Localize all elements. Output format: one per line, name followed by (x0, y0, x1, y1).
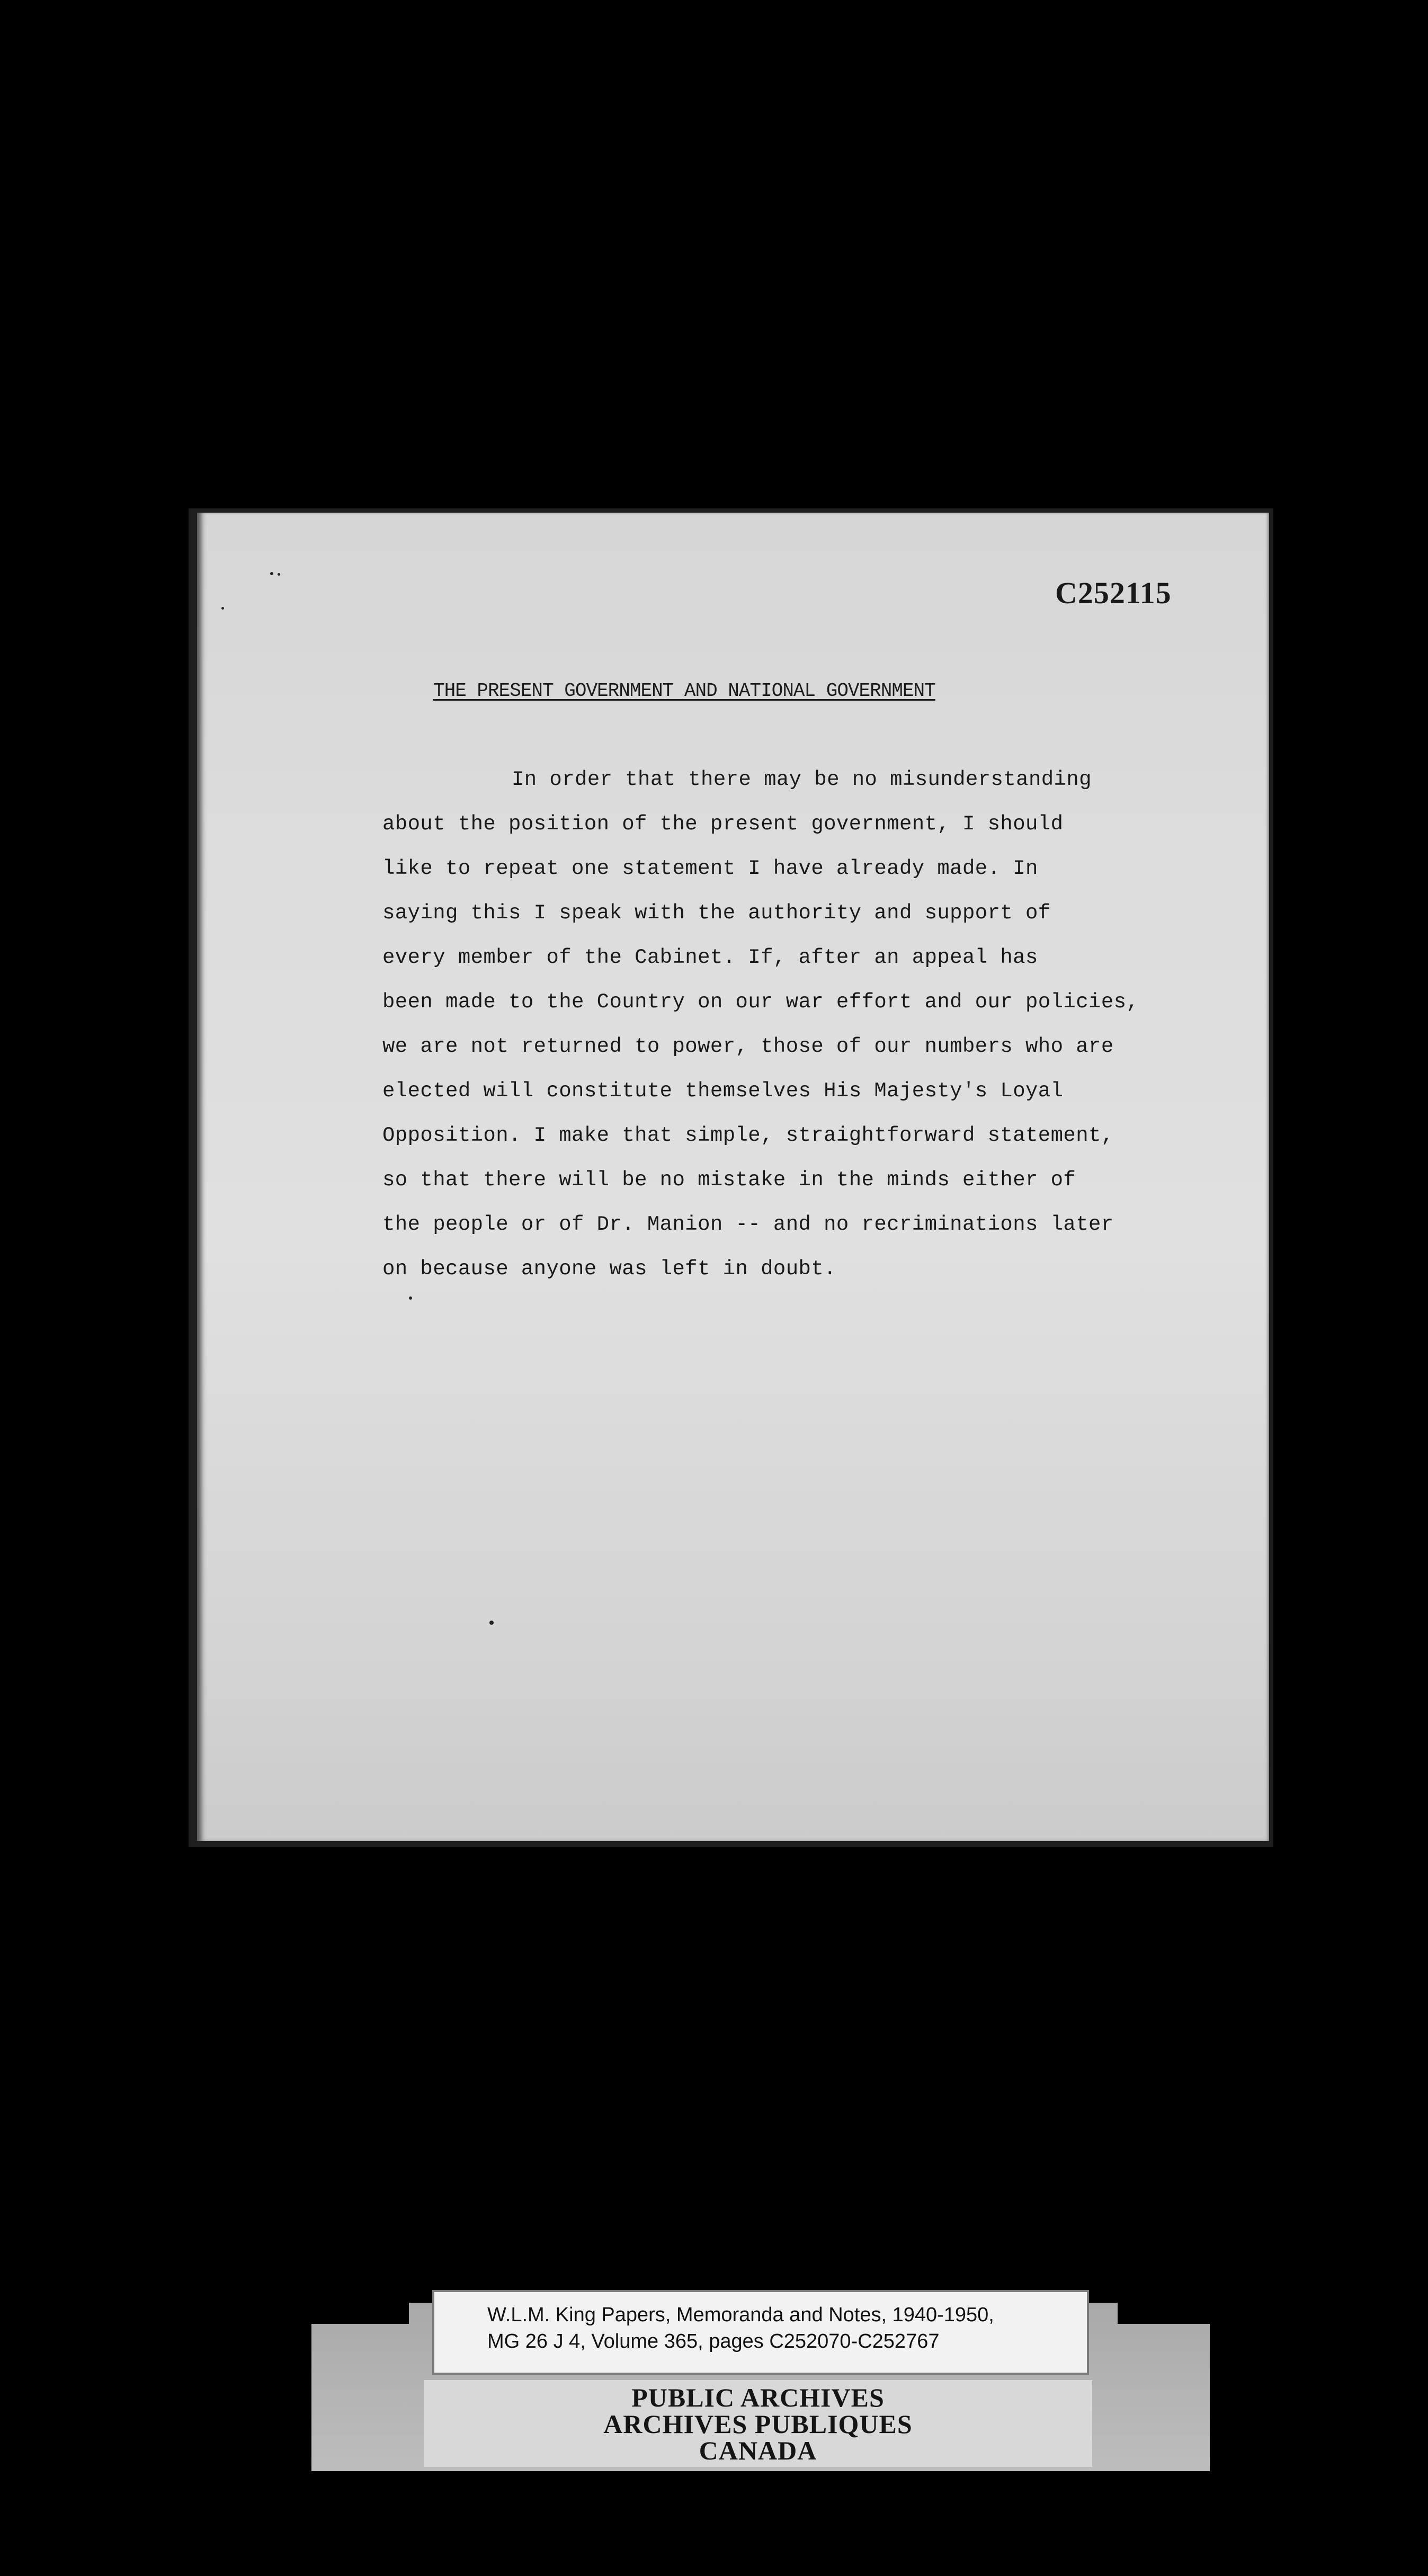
body-line: In order that there may be no misunderstanding (512, 768, 1092, 791)
stamp-line: CANADA (699, 2436, 817, 2465)
public-archives-stamp (424, 2380, 1092, 2467)
ink-speck (409, 1296, 412, 1300)
archive-citation-label (434, 2292, 1087, 2373)
ink-speck (278, 573, 280, 576)
stamp-line: ARCHIVES PUBLIQUES (603, 2409, 913, 2439)
document-title: THE PRESENT GOVERNMENT AND NATIONAL GOVERNMENT (433, 680, 935, 702)
body-line: the people or of Dr. Manion -- and no recriminations later (382, 1213, 1114, 1236)
body-line: every member of the Cabinet. If, after an appeal has (382, 946, 1038, 969)
typed-document-page (197, 513, 1269, 1841)
body-line: been made to the Country on our war effort and our policies, (382, 990, 1139, 1014)
body-line: on because anyone was left in doubt. (382, 1257, 836, 1281)
archive-frame-notch (311, 2303, 409, 2324)
body-line: about the position of the present government, I should (382, 812, 1064, 836)
body-line: like to repeat one statement I have already made. In (382, 857, 1038, 880)
ink-speck (221, 607, 224, 610)
citation-line: MG 26 J 4, Volume 365, pages C252070-C252767 (487, 2330, 940, 2353)
archive-frame-notch (1118, 2303, 1210, 2324)
ink-speck (270, 572, 273, 575)
document-reference-number: C252115 (1055, 576, 1172, 610)
body-line: so that there will be no mistake in the minds either of (382, 1168, 1076, 1192)
document-body (382, 757, 1188, 1291)
body-line: elected will constitute themselves His Majesty's Loyal (382, 1079, 1064, 1103)
body-line: Opposition. I make that simple, straightforward statement, (382, 1124, 1114, 1147)
stamp-line: PUBLIC ARCHIVES (631, 2383, 885, 2412)
body-line: saying this I speak with the authority and support of (382, 901, 1051, 925)
ink-speck (489, 1621, 494, 1625)
citation-line: W.L.M. King Papers, Memoranda and Notes, 1940-1950, (487, 2304, 994, 2326)
body-line: we are not returned to power, those of our numbers who are (382, 1035, 1114, 1058)
